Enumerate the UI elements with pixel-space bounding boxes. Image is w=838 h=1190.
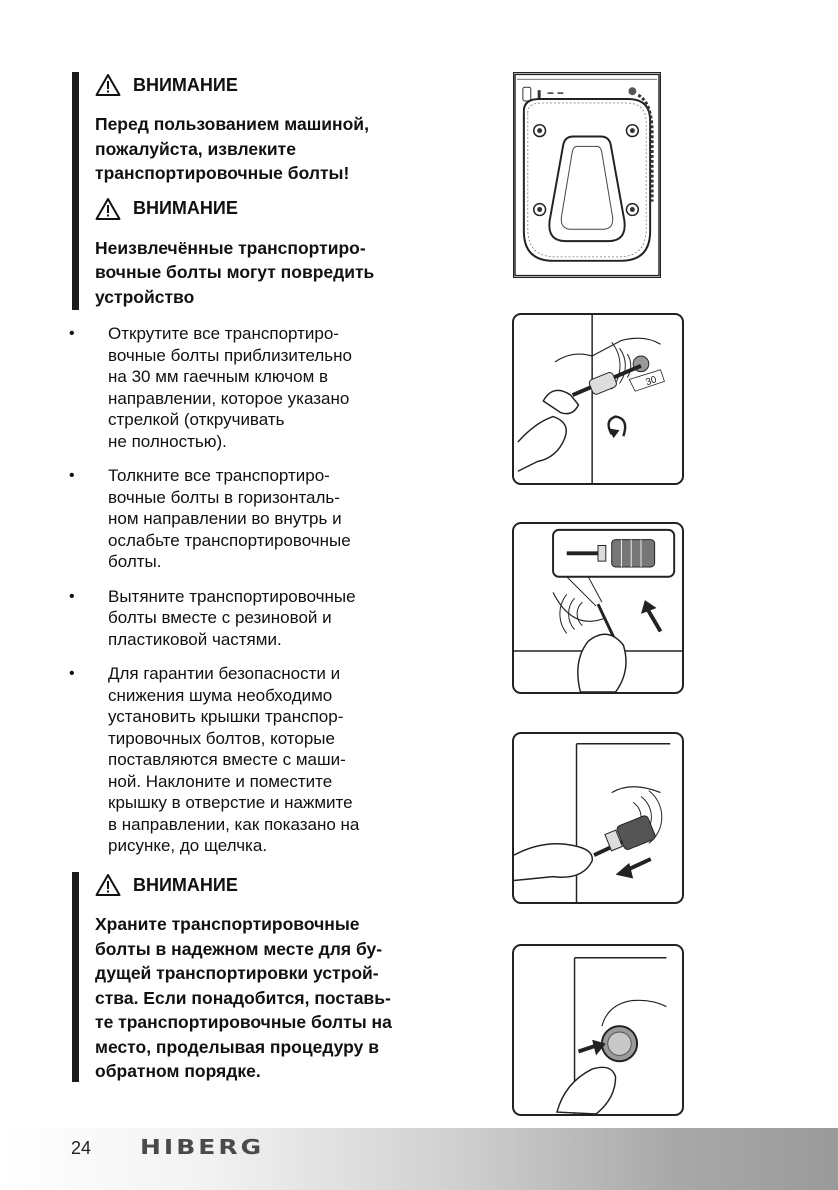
warning-text-3 (95, 912, 412, 1084)
step-line: ослабьте транспортировочные (108, 530, 351, 550)
measurement-label: 30 (644, 374, 659, 389)
insert-cover-illustration (514, 946, 682, 1114)
warning-line: Храните транспортировочные (95, 914, 360, 934)
step-line: Толкните все транспортиро- (108, 466, 330, 485)
warning-line: обратном порядке. (95, 1061, 261, 1081)
step-line: вочные болты приблизительно (108, 345, 352, 365)
figure-machine-back (513, 72, 661, 278)
step-line: направлении, которое указано (108, 388, 350, 408)
step-line: не полностью). (108, 431, 227, 451)
instruction-step-2 (66, 465, 416, 573)
step-line: Вытяните транспортировочные (108, 586, 356, 606)
bullet-point: • (69, 587, 75, 605)
step-line: ном направлении во внутрь и (108, 509, 342, 528)
bullet-point: • (69, 665, 75, 682)
warning-heading-text: ВНИМАНИЕ (133, 874, 238, 895)
warning-heading-3 (95, 872, 412, 898)
warning-block-top (72, 72, 412, 310)
unscrew-illustration (514, 315, 682, 483)
instruction-step-1 (66, 323, 416, 452)
warning-block-bottom (72, 872, 412, 1082)
warning-text-1 (95, 112, 412, 186)
step-line: болты. (108, 552, 162, 571)
step-line: ной. Наклоните и поместите (108, 771, 333, 791)
bullet-point: • (69, 467, 75, 484)
step-line: Для гарантии безопасности и (108, 664, 341, 683)
page-footer (0, 1128, 838, 1190)
step-line: Открутите все транспортиро- (108, 324, 339, 343)
step-line: вочные болты в горизонталь- (108, 487, 340, 507)
warning-line: ства. Если понадобится, поставь- (95, 987, 391, 1008)
warning-triangle-icon (95, 197, 121, 221)
step-line: поставляются вместе с маши- (108, 750, 346, 769)
step-line: крышку в отверстие и нажмите (108, 793, 353, 812)
machine-back-illustration (514, 73, 660, 277)
instruction-list (66, 323, 416, 870)
figure-push-bolt (512, 522, 684, 694)
warning-heading-text: ВНИМАНИЕ (133, 198, 238, 218)
warning-heading-2 (95, 196, 412, 222)
step-line: пластиковой частями. (108, 629, 282, 649)
step-line: тировочных болтов, которые (108, 728, 335, 748)
warning-line: Перед пользованием машиной, (95, 114, 369, 134)
warning-text-2 (95, 236, 412, 310)
warning-heading-1 (95, 72, 412, 98)
brand-logo: HIBERG (140, 1135, 265, 1159)
step-line: болты вместе с резиновой и (108, 608, 332, 627)
warning-line: транспортировочные болты! (95, 163, 350, 183)
figure-unscrew-bolt (512, 313, 684, 485)
step-line: рисунке, до щелчка. (108, 836, 268, 855)
step-line: на 30 мм гаечным ключом в (108, 367, 329, 386)
warning-line: те транспортировочные болты на (95, 1012, 392, 1032)
step-line: установить крышки транспор- (108, 707, 344, 726)
warning-line: дущей транспортировки устрой- (95, 963, 379, 983)
step-line: стрелкой (откручивать (108, 410, 285, 429)
figure-pull-bolt (512, 732, 684, 904)
pull-bolt-illustration (514, 734, 682, 902)
warning-line: вочные болты могут повредить (95, 262, 375, 282)
warning-line: болты в надежном месте для бу- (95, 938, 383, 959)
figure-insert-cover (512, 944, 684, 1116)
step-line: снижения шума необходимо (108, 685, 333, 705)
instruction-step-3 (66, 586, 416, 651)
warning-line: Неизвлечённые транспортиро- (95, 237, 366, 258)
warning-triangle-icon (95, 873, 121, 897)
page-number: 24 (71, 1138, 92, 1158)
push-bolt-illustration (514, 524, 682, 692)
instruction-step-4 (66, 663, 416, 857)
step-line: в направлении, как показано на (108, 814, 360, 834)
warning-line: пожалуйста, извлеките (95, 138, 296, 159)
warning-triangle-icon (95, 73, 121, 97)
bullet-point: • (69, 325, 75, 342)
warning-line: место, проделывая процедуру в (95, 1036, 379, 1057)
warning-heading-text: ВНИМАНИЕ (133, 74, 238, 95)
warning-line: устройство (95, 286, 195, 307)
